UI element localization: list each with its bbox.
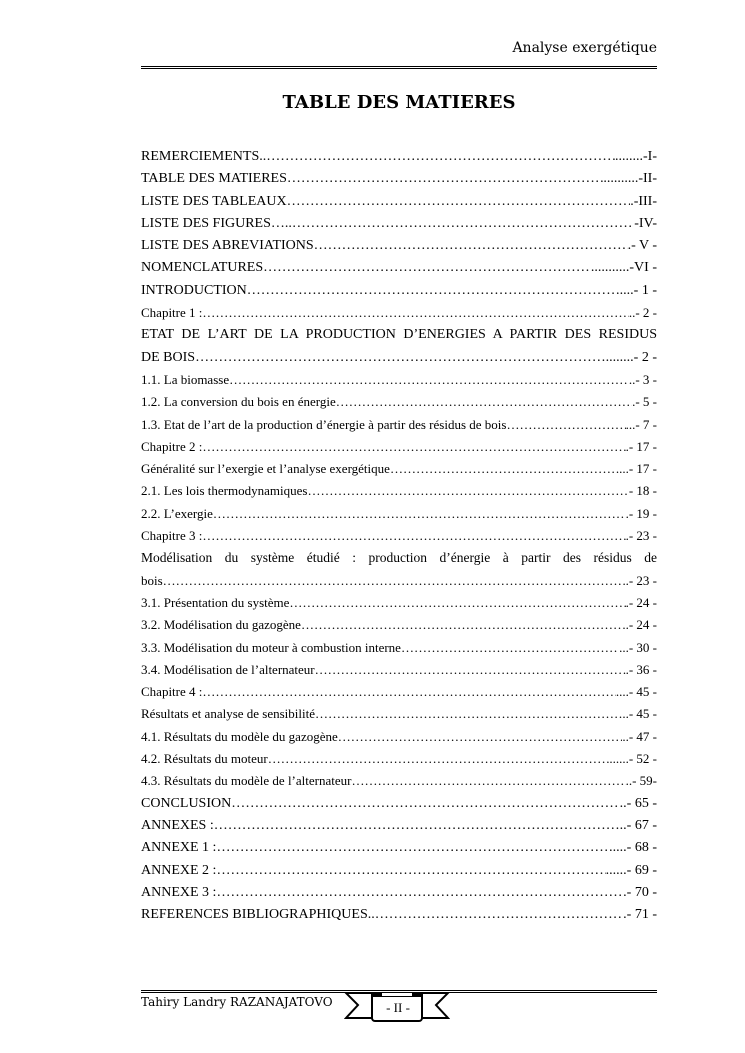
toc-entry-label: 3.2. Modélisation du gazogène [141, 617, 301, 633]
toc-entry[interactable] [141, 860, 657, 882]
toc-entry[interactable] [141, 525, 657, 547]
dot-leader [336, 391, 632, 413]
page-number: - II - [386, 1000, 410, 1015]
toc-entry-label: TABLE DES MATIERES [141, 171, 287, 187]
toc-entry[interactable] [141, 436, 657, 458]
toc-entry-label: 3.1. Présentation du système [141, 594, 290, 610]
dot-leader [216, 837, 612, 859]
toc-entry-page: ...- 17 - [619, 461, 657, 477]
dot-leader [214, 815, 620, 837]
toc-entry[interactable] [141, 837, 657, 859]
toc-entry-label: 4.3. Résultats du modèle de l’alternateur [141, 773, 352, 789]
dot-leader [315, 703, 622, 725]
dot-leader [287, 191, 631, 213]
toc-entry-page: ..........-II- [603, 171, 657, 187]
dot-leader [268, 748, 610, 770]
toc-entry-label: 1.3. Etat de l’art de la production d’énergie à partir des résidus de bois [141, 416, 507, 432]
dot-leader [338, 726, 623, 748]
dot-leader [292, 213, 634, 235]
dot-leader [163, 570, 626, 592]
toc-entry-page: .-III- [630, 193, 657, 209]
toc-entry-label: REFERENCES BIBLIOGRAPHIQUES.. [141, 907, 375, 923]
toc-entry[interactable] [141, 458, 657, 480]
toc-entry-label: Chapitre 3 : [141, 528, 203, 544]
dot-leader [263, 257, 591, 279]
dot-leader [266, 146, 615, 168]
toc-entry-label: ANNEXE 2 : [141, 862, 217, 878]
toc-entry-page: ..- 65 - [619, 795, 657, 811]
toc-entry-page: ..- 2 - [628, 305, 657, 321]
dot-leader [213, 503, 626, 525]
toc-entry-label: 2.1. Les lois thermodynamiques [141, 483, 308, 499]
toc-entry-label: ANNEXES : [141, 817, 214, 833]
toc-entry[interactable] [141, 815, 657, 837]
toc-entry[interactable] [141, 637, 657, 659]
toc-entry-page: .- 5 - [632, 394, 657, 410]
toc-entry[interactable] [141, 257, 657, 279]
toc-entry-title-line: Modélisation du système étudié : production d’énergie à partir des résidus de [141, 550, 657, 566]
toc-entry[interactable] [141, 347, 657, 369]
page-title: TABLE DES MATIERES [282, 92, 516, 113]
dot-leader [195, 347, 606, 369]
toc-entry[interactable] [141, 146, 657, 168]
toc-entry[interactable] [141, 414, 657, 436]
toc-entry[interactable] [141, 592, 657, 614]
dot-leader [247, 280, 620, 302]
toc-entry-label: 4.1. Résultats du modèle du gazogène [141, 728, 338, 744]
toc-entry[interactable] [141, 570, 657, 592]
toc-entry[interactable] [141, 681, 657, 703]
dot-leader [216, 882, 623, 904]
toc-entry[interactable] [141, 659, 657, 681]
toc-entry[interactable] [141, 770, 657, 792]
toc-entry[interactable] [141, 748, 657, 770]
toc-entry[interactable] [141, 882, 657, 904]
dot-leader [216, 860, 605, 882]
toc-entry-label: REMERCIEMENTS.. [141, 149, 267, 164]
dot-leader [202, 525, 625, 547]
dot-leader [231, 793, 619, 815]
running-header: Analyse exergétique [512, 40, 657, 56]
dot-leader [289, 592, 625, 614]
toc-entry-label: Chapitre 2 : [141, 438, 203, 454]
dot-leader [202, 436, 625, 458]
toc-entry-page: ........- 2 - [605, 349, 657, 365]
toc-entry[interactable] [141, 235, 657, 257]
toc-entry-page: .- V - [627, 238, 657, 254]
toc-entry-label: Généralité sur l’exergie et l’analyse exergétique [141, 461, 390, 477]
footer-author: Tahiry Landry RAZANAJATOVO [141, 995, 333, 1009]
toc-entry-page: ....- 1 - [619, 282, 657, 298]
toc-entry-page: .- 70 - [623, 884, 657, 900]
toc-entry-label: Chapitre 4 : [141, 684, 203, 700]
toc-entry[interactable] [141, 191, 657, 213]
toc-entry-title-line: ETAT DE L’ART DE LA PRODUCTION D’ENERGIES A PARTIR DES RESIDUS [141, 327, 657, 343]
toc-entry-label: CONCLUSION [141, 795, 232, 811]
toc-entry-page: ..- 47 - [622, 728, 657, 744]
dot-leader [401, 637, 619, 659]
toc-entry-page: .- 24 - [625, 594, 657, 610]
toc-entry[interactable] [141, 793, 657, 815]
toc-entry-label: Résultats et analyse de sensibilité [141, 706, 316, 722]
toc-entry-label: 3.4. Modélisation de l’alternateur [141, 661, 315, 677]
toc-entry-label: bois [141, 572, 163, 588]
dot-leader [229, 369, 629, 391]
dot-leader [351, 770, 625, 792]
dot-leader [307, 480, 628, 502]
toc-entry-page: .- 17 - [625, 438, 657, 454]
toc-entry-page: ......- 69 - [605, 862, 657, 878]
dot-leader [506, 414, 625, 436]
dot-leader [315, 659, 626, 681]
toc-entry-page: ........-I- [615, 149, 657, 164]
toc-entry-label: LISTE DES FIGURES….. [141, 215, 292, 231]
toc-entry[interactable] [141, 168, 657, 190]
dot-leader [314, 235, 628, 257]
toc-entry-label: LISTE DES ABREVIATIONS [141, 238, 314, 254]
toc-entry-page: .- 19 - [625, 505, 657, 521]
toc-entry-page: ....- 68 - [612, 840, 657, 856]
toc-entry-label: DE BOIS [141, 349, 196, 365]
dot-leader [375, 904, 623, 926]
toc-entry[interactable] [141, 213, 657, 235]
toc-entry-label: INTRODUCTION [141, 282, 247, 298]
toc-entry-page: - 18 - [628, 483, 657, 499]
toc-entry-page: .- 23 - [625, 528, 657, 544]
toc-entry-label: 2.2. L’exergie [141, 505, 213, 521]
toc-entry-label: 3.3. Modélisation du moteur à combustion interne [141, 639, 401, 655]
toc-entry[interactable] [141, 614, 657, 636]
toc-entry-label: LISTE DES TABLEAUX [141, 193, 287, 209]
toc-entry-page: .- 36 - [625, 661, 657, 677]
toc-entry-page: .- 71 - [623, 907, 657, 923]
toc-entry[interactable] [141, 726, 657, 748]
toc-entry-label: 1.2. La conversion du bois en énergie [141, 394, 336, 410]
toc-entry-page: ...- 7 - [625, 416, 657, 432]
toc-entry[interactable] [141, 904, 657, 926]
toc-entry-page: ......- 52 - [609, 751, 657, 767]
toc-entry-label: 1.1. La biomasse [141, 371, 230, 387]
toc-entry-label: ANNEXE 3 : [141, 884, 217, 900]
dot-leader [202, 681, 615, 703]
dot-leader [301, 614, 622, 636]
toc-entry-page: ..- 59- [625, 773, 657, 789]
toc-entry-page: ..- 24 - [622, 617, 657, 633]
toc-entry-label: Chapitre 1 : [141, 305, 203, 321]
toc-entry-label: 4.2. Résultats du moteur [141, 751, 268, 767]
table-of-contents [141, 146, 657, 926]
toc-entry[interactable] [141, 280, 657, 302]
toc-entry-page: ....- 45 - [615, 684, 657, 700]
header-rule [141, 68, 657, 69]
toc-entry[interactable] [141, 369, 657, 391]
toc-entry[interactable] [141, 480, 657, 502]
toc-entry-page: ...........-VI - [590, 260, 657, 276]
toc-entry[interactable] [141, 391, 657, 413]
toc-entry-page: -IV- [634, 215, 657, 231]
header-rule [141, 66, 657, 67]
toc-entry-page: .- 23 - [625, 572, 657, 588]
toc-entry-page: ..- 3 - [628, 371, 657, 387]
toc-entry-label: NOMENCLATURES [141, 260, 264, 276]
toc-entry[interactable] [141, 302, 657, 324]
toc-entry-page: ...- 30 - [619, 639, 657, 655]
toc-entry[interactable] [141, 703, 657, 725]
dot-leader [202, 302, 628, 324]
toc-entry-label: ANNEXE 1 : [141, 840, 217, 856]
dot-leader [287, 168, 603, 190]
dot-leader [390, 458, 619, 480]
toc-entry[interactable] [141, 503, 657, 525]
toc-entry-page: ..- 67 - [619, 817, 657, 833]
toc-entry-page: ..- 45 - [622, 706, 657, 722]
